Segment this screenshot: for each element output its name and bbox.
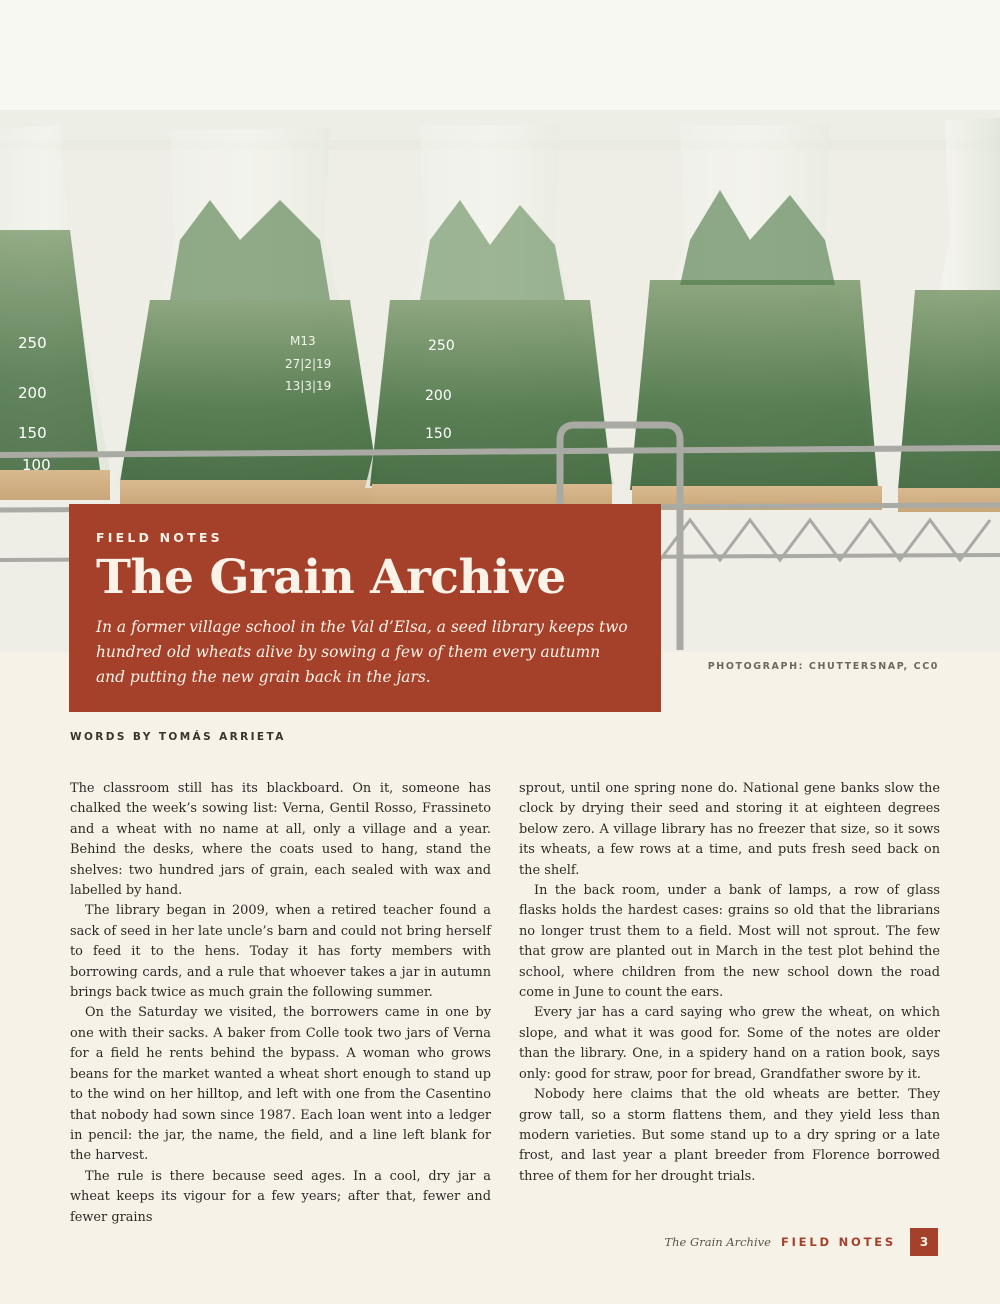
paragraph-continued: sprout, until one spring none do. National gene banks slow the clock by drying their seed and storing it at eighteen degrees below zero. A village library has no freezer that size, so it sows its wheats, a few rows at a time, and puts fresh seed back on the shelf. [519,781,940,878]
flask-mark: 100 [22,456,51,474]
byline: WORDS BY TOMÁS ARRIETA [70,731,286,743]
page-footer [664,1228,938,1256]
page-number: 3 [910,1228,938,1256]
flask-mark: 13|3|19 [285,379,332,393]
photo-credit: PHOTOGRAPH: CHUTTERSNAP, CC0 [707,661,939,672]
footer-section-name: FIELD NOTES [780,1235,896,1249]
flask-mark: M13 [290,334,316,348]
article-title: The Grain Archive [96,550,566,605]
article-dek: In a former village school in the Val d’Elsa, a seed library keeps two hundred old wheats alive by sowing a few of them every autumn and putting the new grain back in the jars. [96,618,628,686]
flask-mark: 250 [18,334,47,352]
paragraph: Every jar has a card saying who grew the wheat, on which slope, and what it was good for. Some of the notes are older than the library. One, in a spidery hand on a ration book, says only: good for straw, poor for bread, Grandfather swore by it. [519,1005,940,1082]
footer-article-title: The Grain Archive [664,1235,771,1249]
flask-mark: 27|2|19 [285,357,332,371]
body-column-left [70,779,491,1228]
flask-mark: 200 [425,388,452,404]
paragraph: On the Saturday we visited, the borrowers came in one by one with their sacks. A baker from Colle took two jars of Verna for a field he rents behind the bypass. A woman who grows beans for the market wanted a wheat short enough to stand up to the wind on her hilltop, and left with one from the Casentino that nobody had sown since 1987. Each loan went into a ledger in pencil: the jar, the name, the field, and a line left blank for the harvest. [70,1005,491,1164]
article-body [70,779,940,1228]
paragraph: The classroom still has its blackboard. On it, someone has chalked the week’s sowing list: Verna, Gentil Rosso, Frassineto and a wheat with no name at all, only a village and a year. Behind the desks, where the coats used to hang, stand the shelves: two hundred jars of grain, each sealed with wax and labelled by hand. [70,781,491,899]
headline-panel [69,504,661,712]
body-column-right [519,779,940,1228]
paragraph: In the back room, under a bank of lamps, a row of glass flasks holds the hardest cases: grains so old that the librarians no longer trust them to a field. Most will not sprout. The few that grow are planted out in March in the test plot behind the school, where children from the new school down the road come in June to count the ears. [519,883,940,1001]
flask-mark: 150 [18,424,47,442]
paragraph: The library began in 2009, when a retired teacher found a sack of seed in her late uncle’s barn and could not bring herself to feed it to the hens. Today it has forty members with borrowing cards, and a rule that whoever takes a jar in autumn brings back twice as much grain the following summer. [70,903,491,1001]
flask-mark: 150 [425,426,452,442]
paragraph: The rule is there because seed ages. In a cool, dry jar a wheat keeps its vigour for a few years; after that, fewer and fewer grains [70,1168,491,1225]
paragraph: Nobody here claims that the old wheats are better. They grow tall, so a storm flattens them, and they yield less than modern varieties. But some stand up to a dry spring or a late frost, and last year a plant breeder from Florence borrowed three of them for her drought trials. [519,1087,940,1184]
section-kicker: FIELD NOTES [96,530,223,545]
flask-mark: 250 [428,338,455,354]
flask-mark: 200 [18,384,47,402]
